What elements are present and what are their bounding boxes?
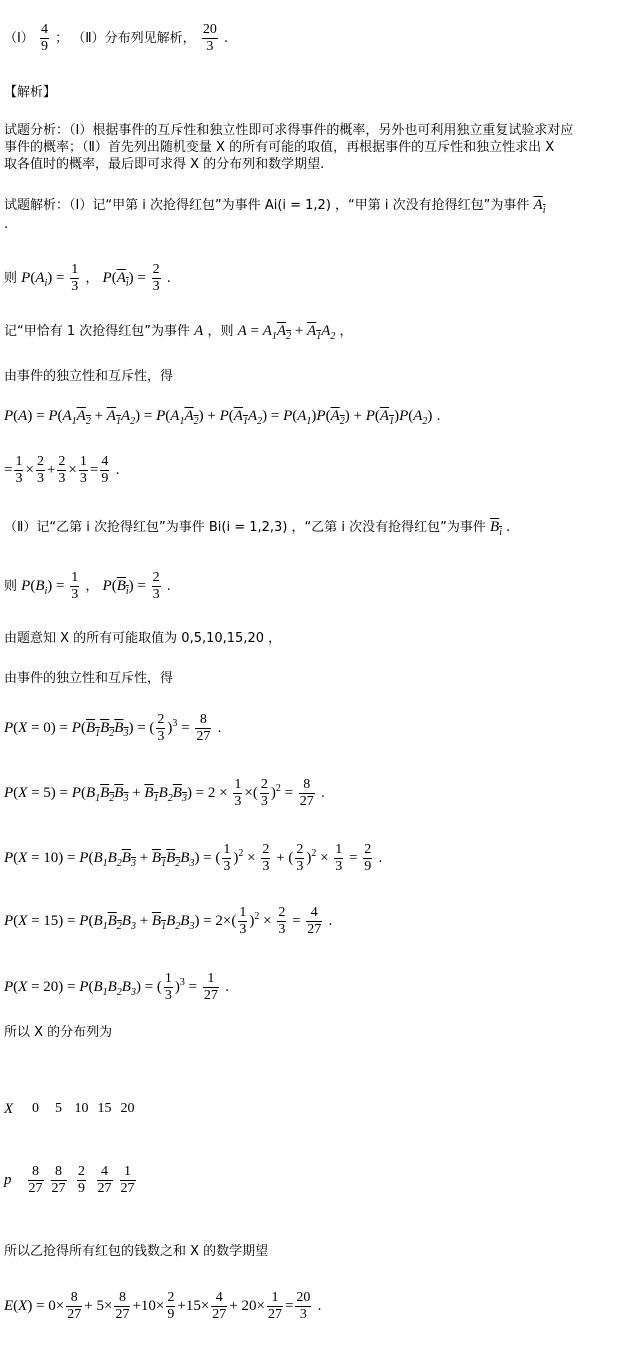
x-value: 5 [55, 1101, 62, 1116]
x-value: 10 [74, 1101, 89, 1116]
analysis-line-1: 试题分析：（Ⅰ）根据事件的互斥性和独立性即可求得事件的概率，另外也可利用独立重复试验求对应 [4, 123, 574, 138]
event-a-bar: $A_i$ [533, 197, 546, 216]
independence-line-2: 由事件的独立性和互斥性，得 [4, 671, 174, 686]
answer-part1-fraction: $\frac{4}{9}$ [40, 22, 48, 54]
prob-x-20: $P(X = 20) = P(B_1B_2B_3)$ = ( $\frac{1}{3}$ )$^3$ = $\frac{1}{27}$ . [4, 971, 230, 1003]
prob-a-expansion: $P(A) = P(A_1A_2 + A_1A_2) = P(A_1A_2) + P(A_1A_2) = P(A_1)P(A_2) + P(A_1)P(A_2)$ . [4, 408, 441, 427]
x-row-label: X [4, 1100, 14, 1117]
x-value: 20 [120, 1101, 135, 1116]
distribution-p-row [4, 1164, 139, 1197]
answer-end: . [223, 31, 229, 46]
x-value: 15 [97, 1101, 112, 1116]
distribution-intro: 所以 X 的分布列为 [4, 1025, 113, 1040]
analysis-line-2: 事件的概率；（Ⅱ）首先列出随机变量 X 的所有可能的取值，再根据事件的互斥性和独立性求出 X [4, 140, 555, 155]
independence-line-1: 由事件的独立性和互斥性，得 [4, 369, 174, 384]
answer-separator: ； [55, 31, 69, 46]
p-value: $\frac{4}{27}$ [97, 1164, 112, 1196]
part2-intro: （Ⅱ）记“乙第 i 次抢得红包”为事件 Bi(i = 1,2,3) ，“乙第 i 次没有抢得红包”为事件 $B_i$ . [4, 519, 511, 538]
p-value: $\frac{8}{27}$ [28, 1164, 43, 1196]
distribution-table [4, 1098, 139, 1197]
answer-part2-fraction: $\frac{20}{3}$ [202, 22, 217, 54]
expectation-intro: 所以乙抢得所有红包的钱数之和 X 的数学期望 [4, 1244, 269, 1259]
prob-a-result: = $\frac{1}{3}$ × $\frac{2}{3}$ + $\frac{2}{3}$ × $\frac{1}{3}$ = $\frac{4}{9}$ . [4, 454, 120, 486]
prob-x-0: $P(X = 0) = P(B_1B_2B_3)$ = ( $\frac{2}{3}$ )$^3$ = $\frac{8}{27}$ . [4, 712, 222, 744]
expectation-formula: E(X) = 0× $\frac{8}{27}$ + 5× $\frac{8}{27}$ +10× $\frac{2}{9}$ +15× $\frac{4}{27}$ + 20× $\frac{1}{27}$ = $\frac{20}{3}$ . [4, 1290, 322, 1322]
prob-x-15: $P(X = 15) = P(B_1B_2B_3 + B_1B_2B_3) = 2\times$( $\frac{1}{3}$ )$^2$ × $\frac{2}{3}$ = $\frac{4}{27}$ . [4, 905, 333, 937]
answer-line [4, 22, 228, 55]
prob-b-line: 则 $P(B_i)$ = $\frac{1}{3}$ ， $P(B_i)$ = $\frac{2}{3}$ . [4, 570, 171, 602]
jiexi-header: 【解析】 [4, 85, 57, 100]
event-b-bar: $B_i$ [490, 519, 502, 538]
event-a-definition: 记“甲恰有 1 次抢得红包”为事件 A ，则 $A = A_1A_2 + A_1A_2$ ， [4, 323, 353, 342]
values-x-line: 由题意知 X 的所有可能取值为 0,5,10,15,20 ， [4, 631, 282, 646]
x-value: 0 [32, 1101, 39, 1116]
p-value: $\frac{8}{27}$ [51, 1164, 66, 1196]
distribution-x-row [4, 1098, 139, 1120]
solution-intro: 试题解析：（Ⅰ）记“甲第 i 次抢得红包”为事件 Ai(i = 1,2) ，“甲第 i 次没有抢得红包”为事件 $A_i$ [4, 197, 546, 216]
prob-x-10: $P(X = 10) = P(B_1B_2B_3 + B_1B_2B_3)$ = ( $\frac{1}{3}$ )$^2$ × $\frac{2}{3}$ + ( $\frac{2}{3}$ )$^2$ × $\frac{1}{3}$ = $\frac{2}{9}$ . [4, 842, 383, 874]
prob-x-5: $P(X = 5) = P(B_1B_2B_3 + B_1B_2B_3) = 2$ × $\frac{1}{3}$ ×( $\frac{2}{3}$ )$^2$ = $\frac{8}{27}$ . [4, 777, 326, 809]
p-value: $\frac{2}{9}$ [78, 1164, 85, 1196]
answer-part1-label: （Ⅰ） [4, 31, 34, 46]
p-value: $\frac{1}{27}$ [120, 1164, 135, 1196]
prob-a-line: 则 $P(A_i)$ = $\frac{1}{3}$ ， $P(A_i)$ = $\frac{2}{3}$ . [4, 262, 171, 294]
answer-part2-label: （Ⅱ）分布列见解析， [72, 31, 196, 46]
solution-intro-end: . [4, 217, 9, 232]
p-row-label: p [4, 1172, 12, 1188]
analysis-line-3: 取各值时的概率，最后即可求得 X 的分布列和数学期望. [4, 157, 325, 172]
